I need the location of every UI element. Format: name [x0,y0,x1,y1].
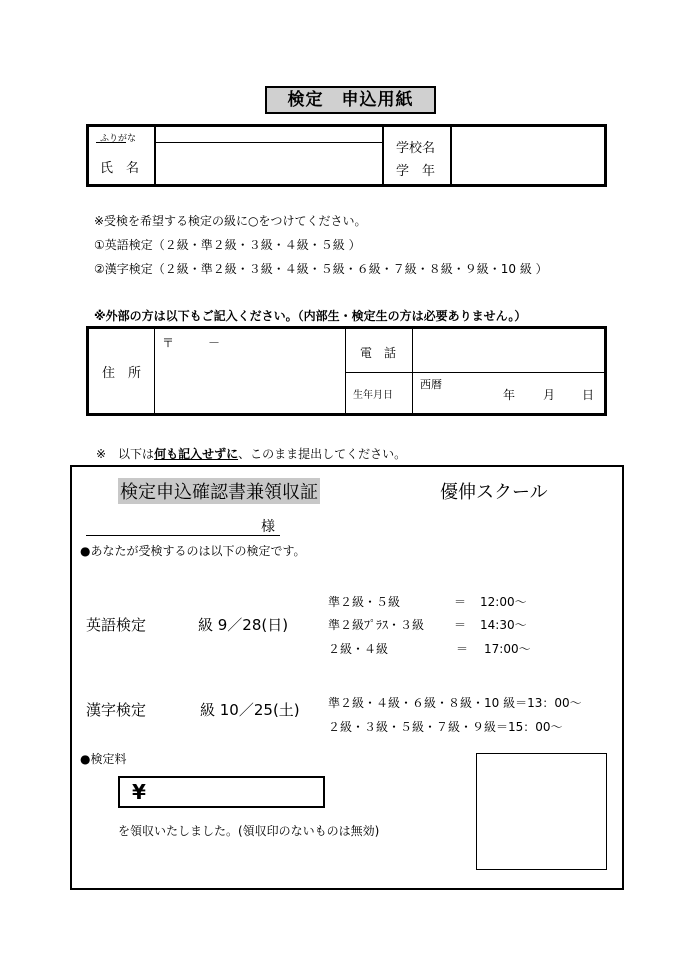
kanji-options: ②漢字検定（２級・準２級・３級・４級・５級・６級・７級・８級・９級・10 級 ） [94,262,548,276]
received-text: を領収いたしました。(領収印のないものは無効) [118,824,380,838]
external-note: ※外部の方は以下もご記入ください。（内部生・検定生の方は必要ありません。） [94,309,527,323]
sama-label: 様 [261,519,275,535]
english-row-eq: ＝ [454,618,467,632]
school-field[interactable] [452,126,604,185]
kanji-date: 級 10／25(土) [200,701,300,719]
month-label: 月 [543,388,556,402]
english-row-grade: 準２級・５級 [328,595,401,609]
kanji-row: ２級・３級・５級・７級・９級＝15：00～ [328,720,563,734]
birth-label: 生年月日 [353,390,393,401]
name-label: 氏 名 [100,161,140,176]
day-label: 日 [582,388,595,402]
english-date: 級 9／28(日) [198,616,289,634]
postal-dash: － [208,336,221,350]
address-field[interactable] [156,330,344,414]
address-label: 住 所 [102,366,142,381]
english-row-time: 12:00～ [480,595,527,609]
submit-notice: ※ 以下は何も記入せずに、このまま提出してください。 [96,447,407,461]
phone-label: 電 話 [360,346,397,360]
kanji-row: 準２級・４級・６級・８級・10 級＝13：00～ [328,696,582,710]
english-label: 英語検定 [86,616,147,634]
instruction-circle: ※受検を希望する検定の級に○をつけてください。 [94,214,367,228]
kanji-label: 漢字検定 [86,701,147,719]
grade-label: 学 年 [396,164,436,179]
fee-amount-box[interactable] [118,776,325,808]
name-field[interactable] [156,143,382,185]
english-row-grade: 準２級ﾌﾟﾗｽ・３級 [328,618,425,632]
phone-field[interactable] [414,330,604,371]
english-row-time: 17:00～ [484,642,531,656]
page-title: 検定 申込用紙 [265,86,436,114]
postal-mark: 〒 [162,336,175,350]
english-row-eq: ＝ [454,595,467,609]
yen-sign: ¥ [132,780,146,804]
english-row-time: 14:30～ [480,618,527,632]
year-label: 年 [503,388,516,402]
furigana-label: ふりがな [100,134,137,144]
school-label: 学校名 [396,141,436,156]
era-label: 西暦 [420,378,442,391]
receipt-intro: ●あなたが受検するのは以下の検定です。 [80,544,306,558]
english-options: ①英語検定（２級・準２級・３級・４級・５級 ） [94,238,361,252]
fee-label: ●検定料 [80,752,127,766]
receipt-stamp-box [476,753,607,870]
english-row-grade: ２級・４級 [328,642,389,656]
receipt-title: 検定申込確認書兼領収証 [118,478,320,504]
school-name: 優伸スクール [440,482,548,503]
english-row-eq: ＝ [456,642,469,656]
